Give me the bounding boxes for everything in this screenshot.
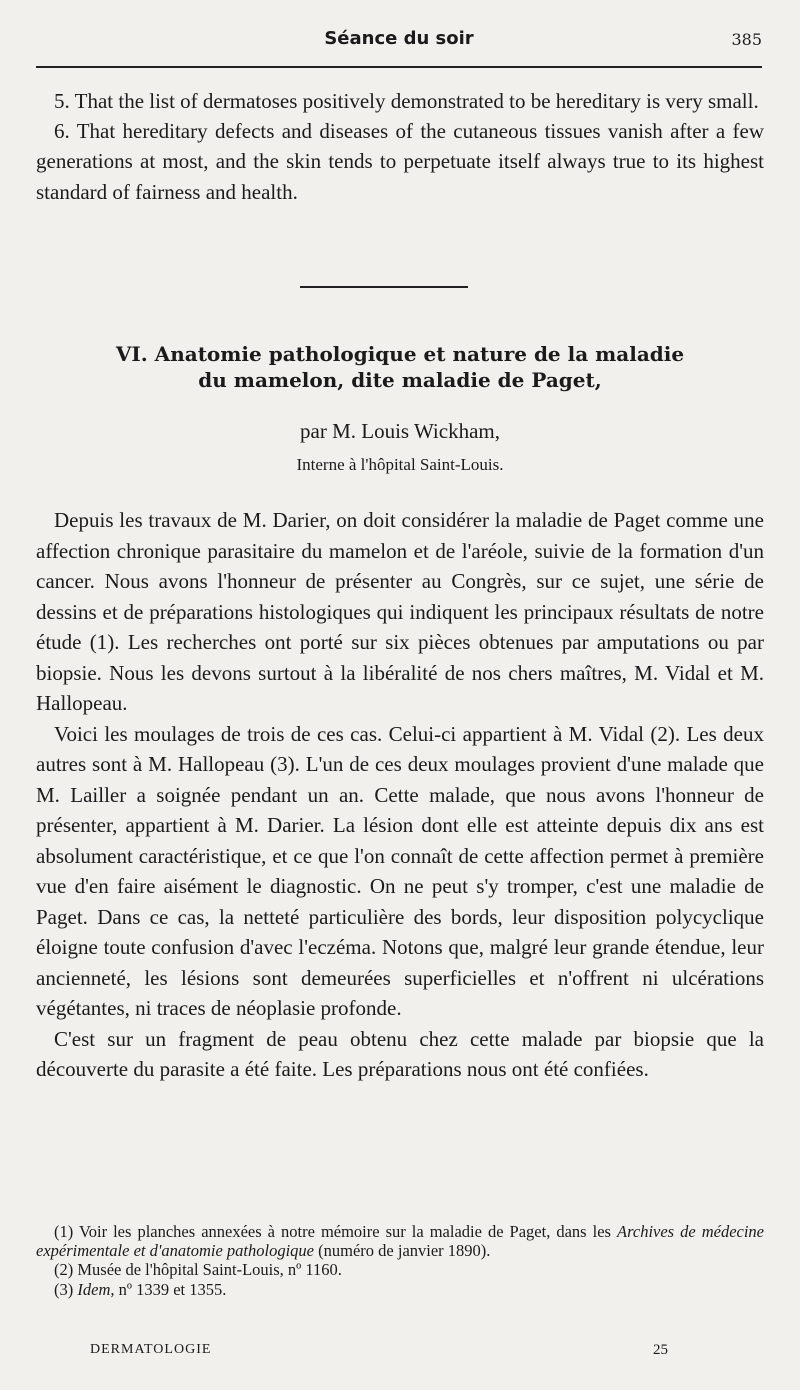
- article-title-line2: du mamelon, dite maladie de Paget,: [198, 368, 602, 392]
- article-body: [36, 505, 764, 1085]
- page-number: 385: [731, 30, 762, 49]
- footnote-1-text: (1) Voir les planches annexées à notre mémoire sur la maladie de Paget, dans les: [54, 1222, 611, 1241]
- footnote-1-date: (numéro de janvier 1890).: [318, 1241, 491, 1261]
- author-affiliation: Interne à l'hôpital Saint-Louis.: [296, 455, 504, 474]
- section-separator: [300, 286, 468, 288]
- running-title: Séance du soir: [324, 28, 474, 49]
- running-head: [36, 28, 762, 58]
- article-title: [40, 341, 760, 393]
- footnote-3: [36, 1280, 764, 1299]
- body-paragraph: C'est sur un fragment de peau obtenu chez cette malade par biopsie que la découverte du parasite a été faite. Les préparations nous ont été confiées.: [36, 1026, 764, 1081]
- conclusion-item: 5. That the list of dermatoses positively demonstrated to be hereditary is very small.: [54, 89, 759, 113]
- footnote-1-journal: Archives de médecine expérimentale et d'anatomie pathologique: [36, 1222, 765, 1261]
- page-footer: [90, 1342, 668, 1358]
- footnote-3-number: (3): [54, 1279, 74, 1299]
- printer-signature: DERMATOLOGIE: [90, 1342, 212, 1357]
- sheet-number: 25: [653, 1342, 668, 1358]
- author-byline: par M. Louis Wickham,: [300, 419, 500, 443]
- body-paragraph: Depuis les travaux de M. Darier, on doit considérer la maladie de Paget comme une affection chronique parasitaire du mamelon et de l'aréole, suivie de la formation d'un cancer. Nous avons l'honneur de présenter au Congrès, sur ce sujet, une série de dessins et de préparations histologiques qui indiquent les principaux résultats de notre étude (1). Les recherches ont porté sur six pièces obtenues par amputations ou par biopsie. Nous les devons surtout à la libéralité de nos chers maîtres, M. Vidal et M. Hallopeau.: [36, 508, 764, 715]
- header-rule: [36, 66, 762, 68]
- footnotes: [36, 1222, 764, 1299]
- footnote-2: (2) Musée de l'hôpital Saint-Louis, nº 1160.: [54, 1260, 342, 1280]
- conclusions-list: [36, 86, 764, 207]
- article-title-line1: VI. Anatomie pathologique et nature de la maladie: [115, 342, 685, 366]
- footnote-3-idem: Idem,: [77, 1279, 115, 1299]
- footnote-3-text: nº 1339 et 1355.: [118, 1279, 227, 1299]
- conclusion-item: 6. That hereditary defects and diseases of the cutaneous tissues vanish after a few generations at most, and the skin tends to perpetuate itself always true to its highest standard of fairness and health.: [36, 119, 764, 204]
- footnote-1: [36, 1222, 764, 1260]
- body-paragraph: Voici les moulages de trois de ces cas. Celui-ci appartient à M. Vidal (2). Les deux autres sont à M. Hallopeau (3). L'un de ces deux moulages provient d'une malade que M. Lailler a soignée pendant un an. Cette malade, que nous avons l'honneur de présenter, appartient à M. Darier. La lésion dont elle est atteinte depuis dix ans est absolument caractéristique, et ce que l'on connaît de cette affection permet à première vue d'en faire aisément le diagnostic. On ne peut s'y tromper, c'est une maladie de Paget. Dans ce cas, la netteté particulière des bords, leur disposition polycyclique éloigne toute confusion d'avec l'eczéma. Notons que, malgré leur grande étendue, leur ancienneté, les lésions sont demeurées superficielles et n'offrent ni ulcérations végétantes, ni traces de néoplasie profonde.: [36, 721, 764, 1020]
